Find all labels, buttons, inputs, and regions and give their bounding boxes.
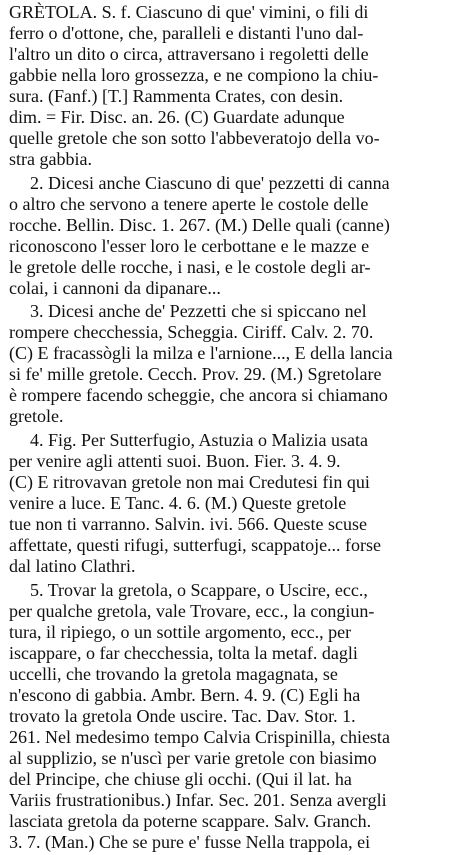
text-line: (C) E ritrovavan gretole non mai Credutesi fin qui: [9, 472, 370, 492]
text-line: rocche. Bellin. Disc. 1. 267. (M.) Delle quali (canne): [9, 215, 390, 235]
text-line: venire a luce. E Tanc. 4. 6. (M.) Queste gretole: [9, 493, 347, 513]
text-line: uccelli, che trovando la gretola magagnata, se: [9, 664, 338, 684]
text-line: sura. (Fanf.) [T.] Rammenta Crates, con desin.: [9, 86, 344, 106]
text-line: trovato la gretola Onde uscire. Tac. Dav. Stor. 1.: [9, 706, 356, 726]
text-line: affettate, questi rifugi, sutterfugi, scappatoje... forse: [9, 535, 382, 555]
text-line: si fe' mille gretole. Cecch. Prov. 29. (M.) Sgretolare: [9, 364, 382, 384]
text-line: tue non ti varranno. Salvin. ivi. 566. Queste scuse: [9, 514, 367, 534]
text-line: 261. Nel medesimo tempo Calvia Crispinilla, chiesta: [9, 727, 390, 747]
text-line: per venire agli attenti suoi. Buon. Fier. 3. 4. 9.: [9, 451, 341, 471]
text-line: 2. Dicesi anche Ciascuno di que' pezzetti di canna: [30, 173, 390, 193]
text-line: al supplizio, se n'uscì per varie gretole con biasimo: [9, 748, 377, 768]
text-line: n'escono di gabbia. Ambr. Bern. 4. 9. (C) Egli ha: [9, 685, 361, 705]
text-line: del Principe, che chiuse gli occhi. (Qui il lat. ha: [9, 769, 352, 789]
text-line: gretole.: [9, 406, 64, 426]
text-line: quelle gretole che son sotto l'abbeveratojo della vo-: [9, 128, 380, 148]
text-line: 3. 7. (Man.) Che se pure e' fusse Nella trappola, ei: [9, 832, 371, 852]
text-line: (C) E fracassògli la milza e l'arnione..., E della lancia: [9, 343, 393, 363]
text-line: Variis frustrationibus.) Infar. Sec. 201. Senza avergli: [9, 790, 387, 810]
text-line: iscappare, o far checchessia, tolta la metaf. dagli: [9, 643, 358, 663]
text-line: le gretole delle rocche, i nasi, e le costole degli ar-: [9, 257, 371, 277]
text-line: l'altro un dito o circa, attraversano i regoletti delle: [9, 44, 369, 64]
text-line: GRÈTOLA. S. f. Ciascuno di que' vimini, o fili di: [9, 2, 369, 22]
text-line: stra gabbia.: [9, 149, 92, 169]
text-line: colai, i cannoni da dipanare...: [9, 278, 221, 298]
text-line: rompere checchessia, Scheggia. Ciriff. Calv. 2. 70.: [9, 322, 374, 342]
text-line: 5. Trovar la gretola, o Scappare, o Uscire, ecc.,: [30, 580, 368, 600]
text-line: lasciata gretola da poterne scappare. Salv. Granch.: [9, 811, 372, 831]
text-line: tura, il ripiego, o un sottile argomento, ecc., per: [9, 622, 352, 642]
text-line: per qualche gretola, vale Trovare, ecc., la congiun-: [9, 601, 375, 621]
text-line: ferro o d'ottone, che, paralleli e distanti l'uno dal-: [9, 23, 364, 43]
text-line: è rompere facendo scheggie, che ancora si chiamano: [9, 385, 388, 405]
text-line: riconoscono l'esser loro le cerbottane e le mazze e: [9, 236, 370, 256]
text-line: gabbie nella loro grossezza, e ne compiono la chiu-: [9, 65, 379, 85]
text-line: 4. Fig. Per Sutterfugio, Astuzia o Malizia usata: [30, 430, 368, 450]
text-line: dal latino Clathri.: [9, 556, 136, 576]
text-line: o altro che servono a tenere aperte le costole delle: [9, 194, 369, 214]
text-line: 3. Dicesi anche de' Pezzetti che si spiccano nel: [30, 301, 367, 321]
text-line: dim. = Fir. Disc. an. 26. (C) Guardate adunque: [9, 107, 345, 127]
